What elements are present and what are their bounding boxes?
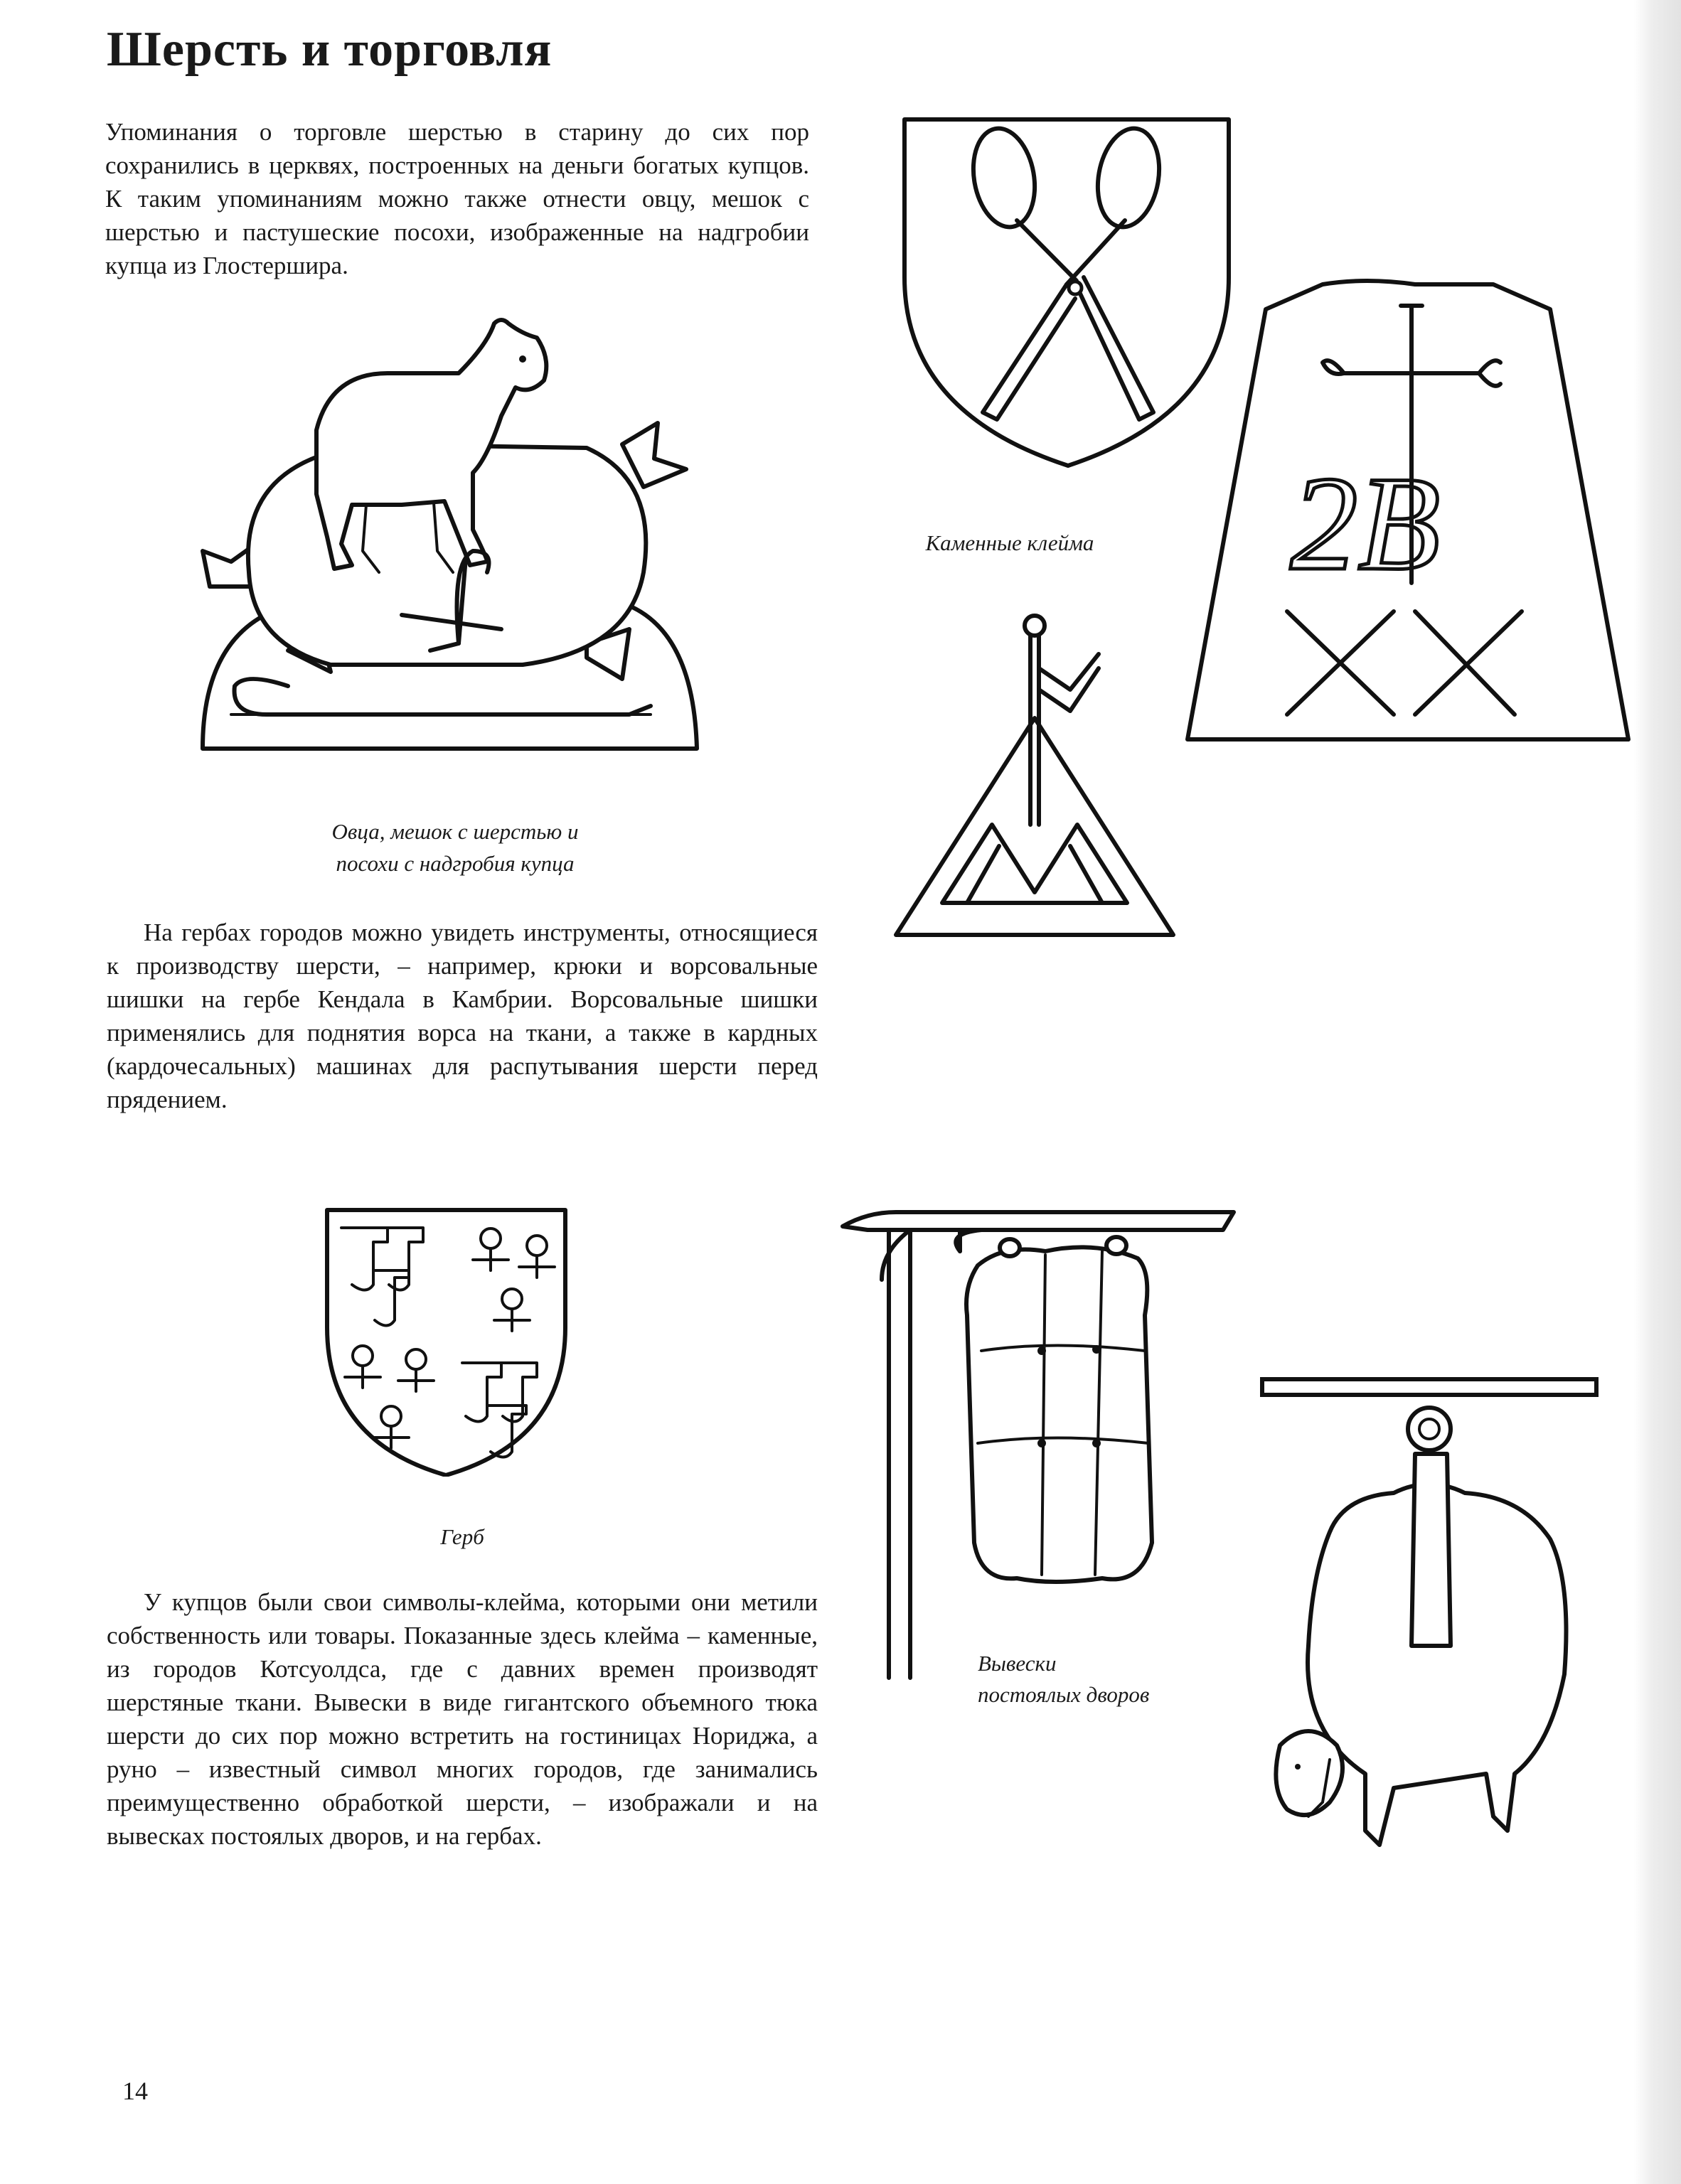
tomb-sheep-illustration — [188, 316, 715, 771]
caption-stone-marks: Каменные клейма — [925, 530, 1094, 555]
page-number: 14 — [122, 2077, 148, 2105]
caption-inn-signs-line-1: Вывески — [978, 1651, 1057, 1676]
coat-of-arms-illustration — [324, 1206, 569, 1477]
caption-tomb-line-2: посохи с надгробия купца — [336, 851, 575, 876]
hanging-fleece-inn-sign — [1259, 1376, 1628, 2001]
caption-coat-of-arms: Герб — [440, 1524, 484, 1549]
caption-inn-signs-line-2: постоялых дворов — [978, 1682, 1150, 1707]
weight-stone-letters: 2B — [1290, 449, 1441, 599]
paragraph-intro: Упоминания о торговле шерстью в старину до сих пор сохранились в церквях, построенных на деньги богатых купцов. К таким упоминаниям можно также отнести овцу, мешок с шерстью и пастушеские посохи, изображенные на надгробии купца из Глостершира. — [105, 118, 809, 279]
paragraph-merchant-marks: У купцов были свои символы-клейма, которыми они метили собственность или товары. Показанные здесь клейма – каменные, из городов Котсуолдса, где с давних времен производят шерстяные ткани. Вывески в виде гигантского объемного тюка шерсти до сих пор можно встретить на гостиницах Нориджа, а руно – известный символ многих городов, где занимались преимущественно обработкой шерсти, – изображали и на вывесках постоялых дворов, и на гербах. — [107, 1588, 818, 1850]
wool-bale-inn-sign — [839, 1209, 1237, 1692]
page-title: Шерсть и торговля — [107, 22, 553, 77]
paragraph-coat-of-arms: На гербах городов можно увидеть инструменты, относящиеся к производству шерсти, – например, крюки и ворсовальные шишки на гербе Кендала в Камбрии. Ворсовальные шишки применялись для поднятия ворса на ткани, а также в кардных (кардочесальных) машинах для распутывания шерсти перед прядением. — [107, 919, 818, 1113]
weight-stone-mark — [1180, 277, 1635, 746]
caption-tomb-line-1: Овца, мешок с шерстью и — [331, 819, 579, 844]
triangle-merchant-mark — [892, 611, 1177, 946]
page-edge-shadow — [1634, 0, 1681, 2184]
